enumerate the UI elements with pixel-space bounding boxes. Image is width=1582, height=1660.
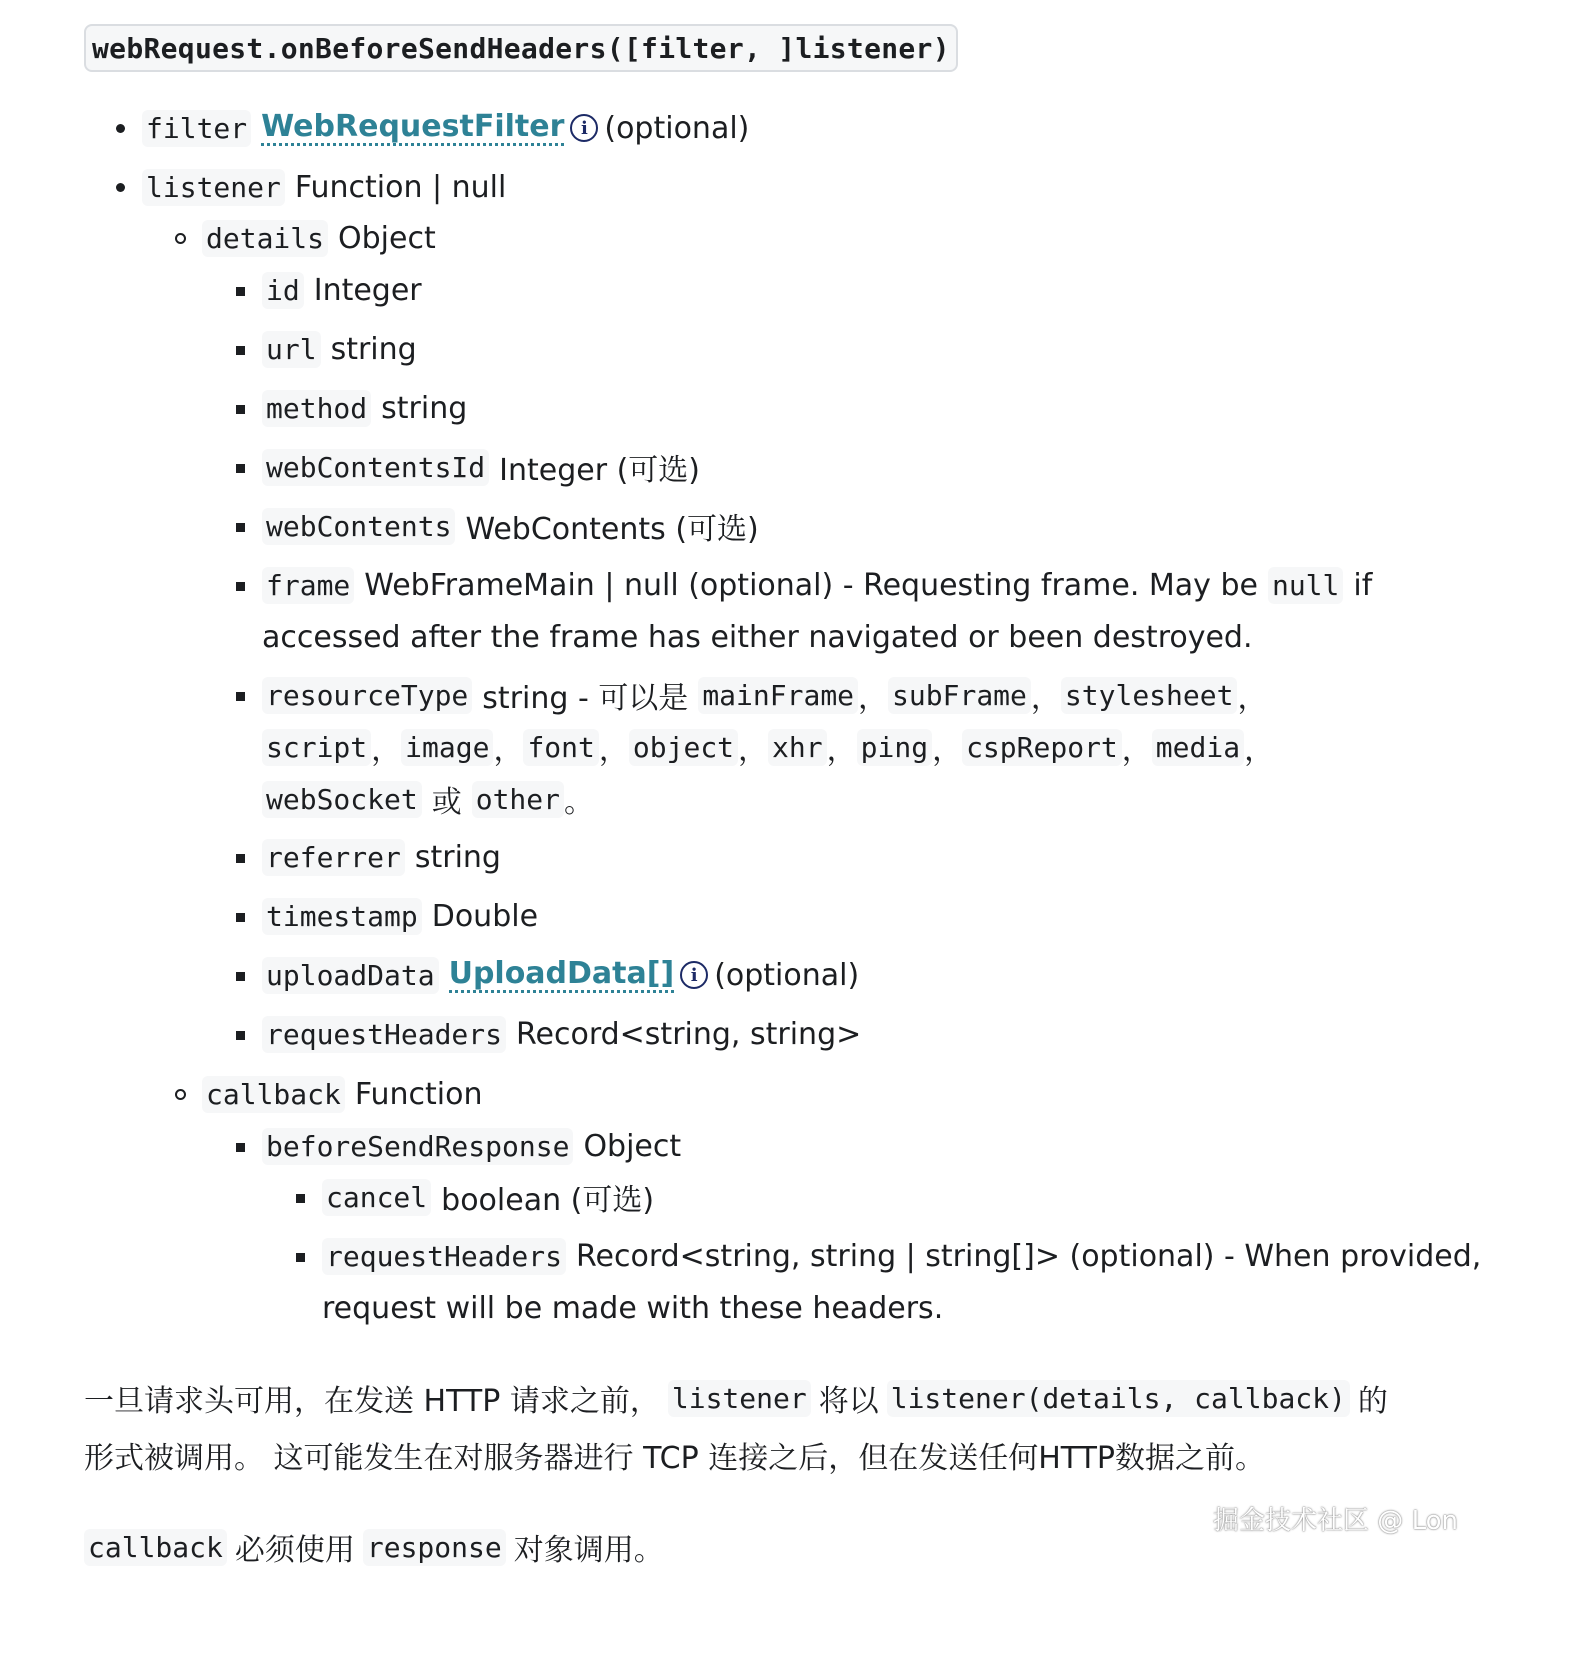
- resource-value: media: [1152, 729, 1244, 766]
- bullet: [236, 1031, 245, 1040]
- bullet: [236, 582, 245, 591]
- optional-label: (optional): [714, 957, 860, 993]
- resource-value: webSocket: [262, 781, 422, 818]
- param-type: Integer (可选): [499, 453, 701, 488]
- bullet: [236, 523, 245, 532]
- param-type: Function: [354, 1076, 483, 1112]
- separator: ，: [1237, 681, 1268, 716]
- param-type: Function | null: [294, 169, 507, 205]
- bullet: [236, 405, 245, 414]
- bullet: [236, 346, 245, 355]
- period: 。: [564, 785, 595, 820]
- info-icon[interactable]: i: [680, 961, 708, 989]
- param-type: string: [381, 390, 468, 426]
- param-method: [262, 386, 467, 430]
- param-name: cancel: [322, 1179, 431, 1216]
- param-description: WebFrameMain | null (optional) - Requesting frame. May be: [364, 567, 1258, 603]
- separator: ，: [1030, 681, 1061, 716]
- param-type: Double: [431, 898, 539, 934]
- param-name: details: [202, 220, 328, 257]
- info-icon[interactable]: i: [570, 114, 598, 142]
- if-text: if: [1353, 567, 1373, 603]
- param-name: filter: [142, 110, 251, 147]
- param-webcontentsid: [262, 445, 700, 489]
- param-name: frame: [262, 567, 354, 604]
- param-type: Record<string, string>: [516, 1016, 862, 1052]
- bullet: [116, 124, 125, 133]
- resource-value: script: [262, 729, 371, 766]
- bullet: [236, 287, 245, 296]
- param-name: id: [262, 272, 304, 309]
- bullet: [175, 1089, 186, 1100]
- param-description-continued: accessed after the frame has either navigated or been destroyed.: [262, 619, 1253, 655]
- param-name: callback: [202, 1076, 345, 1113]
- paragraph-text: 一旦请求头可用，在发送 HTTP 请求之前，: [84, 1384, 660, 1419]
- separator: ，: [1244, 733, 1275, 768]
- param-description: string - 可以是: [482, 681, 689, 716]
- separator: ，: [598, 733, 629, 768]
- bullet: [116, 183, 125, 192]
- bullet: [175, 233, 186, 244]
- param-name: webContents: [262, 508, 455, 545]
- bullet: [236, 1143, 245, 1152]
- inline-code: response: [363, 1529, 506, 1566]
- separator: ，: [858, 681, 889, 716]
- param-details: [202, 216, 436, 260]
- param-name: resourceType: [262, 677, 472, 714]
- param-type: Integer: [313, 272, 422, 308]
- resource-values-row3: [262, 777, 594, 821]
- resource-values-row2: [262, 725, 1274, 769]
- inline-code: callback: [84, 1529, 227, 1566]
- param-type: string: [330, 331, 417, 367]
- inline-code: listener(details, callback): [887, 1380, 1350, 1417]
- resource-value: xhr: [768, 729, 827, 766]
- param-type: Object: [338, 220, 436, 256]
- separator: ，: [371, 733, 402, 768]
- param-name: method: [262, 390, 371, 427]
- bullet: [296, 1253, 305, 1262]
- param-referrer: [262, 835, 501, 879]
- resource-value: subFrame: [888, 677, 1031, 714]
- resource-value: other: [472, 781, 564, 818]
- separator: ，: [493, 733, 524, 768]
- param-name: beforeSendResponse: [262, 1128, 573, 1165]
- separator: ，: [1121, 733, 1152, 768]
- param-type: boolean (可选): [441, 1183, 655, 1218]
- resource-values-row1: [698, 673, 1267, 717]
- param-filter: [142, 106, 749, 150]
- param-type: WebContents (可选): [465, 512, 759, 547]
- description-paragraph-line1: [84, 1373, 1388, 1423]
- bullet: [236, 972, 245, 981]
- paragraph-text: 对象调用。: [513, 1533, 664, 1568]
- param-description-continued: request will be made with these headers.: [322, 1290, 944, 1326]
- uploaddata-link[interactable]: UploadData[]: [448, 956, 675, 991]
- param-cancel: [322, 1175, 654, 1219]
- param-beforesendresponse: [262, 1124, 681, 1168]
- resource-value: font: [523, 729, 598, 766]
- resource-value: mainFrame: [698, 677, 858, 714]
- bullet: [236, 692, 245, 701]
- param-name: referrer: [262, 839, 405, 876]
- param-frame-continuation: [262, 615, 1253, 659]
- resource-value: stylesheet: [1061, 677, 1238, 714]
- param-response-requestheaders-continuation: [322, 1286, 943, 1330]
- paragraph-text: 形式被调用。 这可能发生在对服务器进行 TCP 连接之后，但在发送任何HTTP数据之前。: [84, 1441, 1265, 1476]
- watermark: 掘金技术社区 @ Lon: [1213, 1506, 1458, 1536]
- param-type: string: [414, 839, 501, 875]
- param-listener: [142, 165, 506, 209]
- separator: ，: [826, 733, 857, 768]
- param-frame: [262, 563, 1372, 607]
- bullet: [236, 913, 245, 922]
- separator: ，: [932, 733, 963, 768]
- param-webcontents: [262, 504, 759, 548]
- or-text: 或: [431, 785, 462, 820]
- param-response-requestheaders: [322, 1234, 1481, 1278]
- param-description: Record<string, string | string[]> (optional) - When provided,: [576, 1238, 1482, 1274]
- paragraph-text: 将以: [818, 1384, 879, 1419]
- param-name: uploadData: [262, 957, 439, 994]
- param-url: [262, 327, 417, 371]
- resource-value: cspReport: [962, 729, 1122, 766]
- bullet: [296, 1194, 305, 1203]
- optional-label: (optional): [604, 110, 750, 146]
- param-name: url: [262, 331, 321, 368]
- resource-value: object: [629, 729, 738, 766]
- description-paragraph-line2: [84, 1430, 1265, 1480]
- param-requestheaders: [262, 1012, 861, 1056]
- param-name: requestHeaders: [322, 1238, 566, 1275]
- param-name: requestHeaders: [262, 1016, 506, 1053]
- null-code: null: [1268, 567, 1343, 604]
- param-uploaddata: [262, 953, 859, 997]
- bullet: [236, 464, 245, 473]
- resource-value: image: [401, 729, 493, 766]
- callback-paragraph: [84, 1522, 664, 1572]
- separator: ，: [738, 733, 769, 768]
- webrequestfilter-link[interactable]: WebRequestFilter: [261, 109, 565, 144]
- param-name: webContentsId: [262, 449, 489, 486]
- param-name: timestamp: [262, 898, 422, 935]
- resource-value: ping: [857, 729, 932, 766]
- param-resourcetype: [262, 673, 1267, 717]
- param-type: Object: [583, 1128, 682, 1164]
- param-id: [262, 268, 422, 312]
- paragraph-text: 的: [1357, 1384, 1388, 1419]
- bullet: [236, 854, 245, 863]
- param-timestamp: [262, 894, 538, 938]
- paragraph-text: 必须使用: [234, 1533, 355, 1568]
- param-name: listener: [142, 169, 285, 206]
- method-signature-code: webRequest.onBeforeSendHeaders([filter, ]listener): [92, 31, 950, 65]
- param-callback: [202, 1072, 482, 1116]
- inline-code: listener: [668, 1380, 811, 1417]
- method-signature: [84, 24, 958, 72]
